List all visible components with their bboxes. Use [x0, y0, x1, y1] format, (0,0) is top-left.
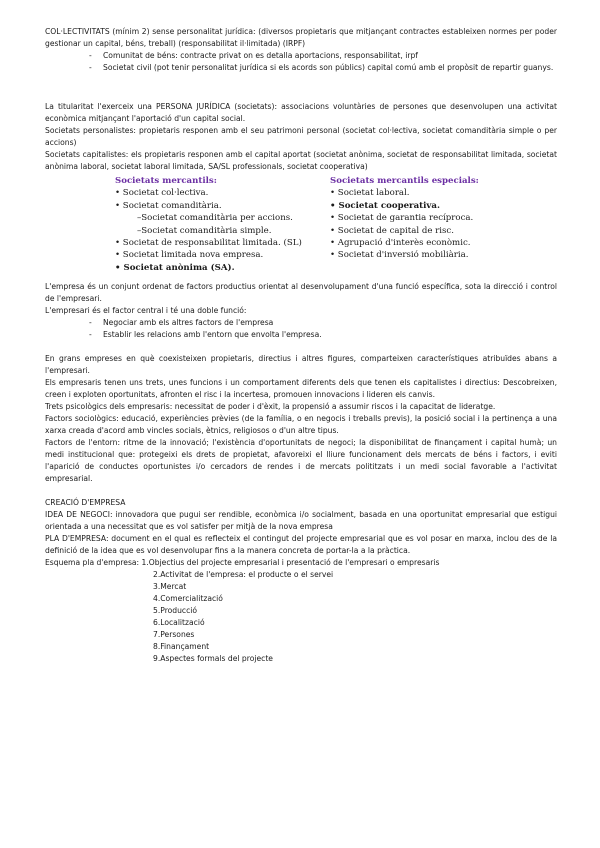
list-item: - Negociar amb els altres factors de l'empresa [45, 317, 557, 329]
list-item: • Societat cooperativa. [330, 200, 440, 211]
list-item: 4.Comercialització [153, 594, 223, 603]
societats-types-figure [45, 175, 557, 281]
list-item: 8.Finançament [153, 642, 210, 651]
empresari-functions-list [45, 317, 557, 341]
societats-capitalistes-paragraph: Societats capitalistes: els propietaris responen amb el capital aportat (societat anònima, societat de responsabilitat limitada, societat anònima laboral, societat laboral limitada, SA/SL professionals, societat cooperativa) [45, 150, 557, 171]
societats-personalistes-paragraph: Societats personalistes: propietaris responen amb el seu patrimoni personal (societat col·lectiva, societat comanditària simple o per accions) [45, 126, 557, 147]
list-item: 3.Mercat [153, 582, 187, 591]
list-item: • Societat d'inversió mobiliària. [330, 250, 469, 261]
list-item: - Societat civil (pot tenir personalitat jurídica si els acords son públics) capital comú amb el propòsit de repartir guanys. [45, 62, 557, 74]
list-item: 6.Localització [153, 618, 205, 627]
persona-juridica-paragraph: La titularitat l'exerceix una PERSONA JURÍDICA (societats): associacions voluntàries de persones que desenvolupen una activitat econòmica mitjançant l'aportació d'un capital social. [45, 102, 557, 123]
list-item: –Societat comanditària simple. [137, 225, 272, 236]
empresaris-trets-paragraph: Els empresaris tenen uns trets, unes funcions i un comportament diferents dels que tenen els capitalistes i directius: Descobreixen, creen i exploten oportunitats, afronten el risc i la incertesa, promouen innovacions i lideren els canvis. [45, 378, 557, 399]
list-item: • Societat laboral. [330, 188, 410, 199]
list-item: • Societat de responsabilitat limitada. (SL) [115, 238, 302, 249]
list-item [45, 557, 557, 569]
list-item: • Societat de garantia recíproca. [330, 213, 474, 224]
list-item: 5.Producció [153, 606, 198, 615]
factors-sociologics-paragraph: Factors sociològics: educació, experiències prèvies (de la família, o en negocis i treballs previs), la posició social i la pertinença a una xarxa creada d'acord amb vincles socials, ètnics, religiosos o d'un altre tipus. [45, 414, 557, 435]
list-item: 2.Activitat de l'empresa: el producte o el servei [153, 570, 334, 579]
step-text: 1.Objectius del projecte empresarial i presentació de l'empresari o empresaris [141, 558, 440, 567]
list-item: • Societat limitada nova empresa. [115, 250, 264, 261]
esquema-label: Esquema pla d'empresa: [45, 558, 142, 567]
societats-especials-column [330, 175, 550, 262]
empresa-definition-paragraph: L'empresa és un conjunt ordenat de factors productius orientat al desenvolupament d'una funció específica, sota la direcció i control de l'empresari. [45, 282, 557, 303]
creacio-empresa-heading: CREACIÓ D'EMPRESA [45, 498, 126, 507]
list-item: • Societat comanditària. [115, 200, 222, 211]
idea-negoci-paragraph: IDEA DE NEGOCI: innovadora que pugui ser rendible, econòmica i/o socialment, basada en una oportunitat empresarial que estigui orientada a una necessitat que es vol satisfer per mitjà de la nova empresa [45, 510, 557, 531]
list-item: • Societat col·lectiva. [115, 188, 209, 199]
empresari-paragraph: L'empresari és el factor central i té una doble funció: [45, 306, 247, 315]
societats-mercantils-column [115, 175, 335, 274]
list-item: 7.Persones [153, 630, 195, 639]
grans-empreses-paragraph: En grans empreses en què coexisteixen propietaris, directius i altres figures, comparteixen característiques atribuïdes abans a l'empresari. [45, 354, 557, 375]
document-page [45, 26, 557, 665]
pla-empresa-paragraph: PLA D'EMPRESA: document en el qual es reflecteix el contingut del projecte empresarial que es vol posar en marxa, inclou des de la definició de la idea que es vol desenvolupar fins a la manera concreta de portar-la a la pràctica. [45, 534, 557, 555]
list-item: 9.Aspectes formals del projecte [153, 654, 273, 663]
list-item: - Comunitat de béns: contracte privat on es detalla aportacions, responsabilitat, irpf [45, 50, 557, 62]
collectivitats-list [45, 50, 557, 74]
collectivitats-paragraph: COL·LECTIVITATS (mínim 2) sense personalitat jurídica: (diversos propietaris que mitjançant contractes estableixen normes per poder gestionar un capital, béns, treball) (responsabilitat il·limitada) (IRPF) [45, 27, 557, 48]
trets-psicologics-paragraph: Trets psicològics dels empresaris: necessitat de poder i d'èxit, la propensió a assumir riscos i la capacitat de lideratge. [45, 402, 496, 411]
societats-mercantils-title: Societats mercantils: [115, 176, 217, 186]
list-item: –Societat comanditària per accions. [137, 213, 293, 224]
list-item: - Establir les relacions amb l'entorn que envolta l'empresa. [45, 329, 557, 341]
societats-especials-title: Societats mercantils especials: [330, 176, 479, 186]
esquema-pla-list [45, 557, 557, 665]
list-item: • Societat anònima (SA). [115, 262, 235, 273]
factors-entorn-paragraph: Factors de l'entorn: ritme de la innovació; l'existència d'oportunitats de negoci; la disponibilitat de finançament i capital humà; un medi institucional que: protegeixi els drets de propietat, afavoreixi el lliure funcionament dels mercats de béns i factors, i eviti l'aparició de conductes oportunistes i/o cercadors de rendes i de mercats polititzats i un medi social favorable a l'activitat empresarial. [45, 438, 557, 483]
list-item: • Societat de capital de risc. [330, 225, 454, 236]
list-item: • Agrupació d'interès econòmic. [330, 238, 471, 249]
